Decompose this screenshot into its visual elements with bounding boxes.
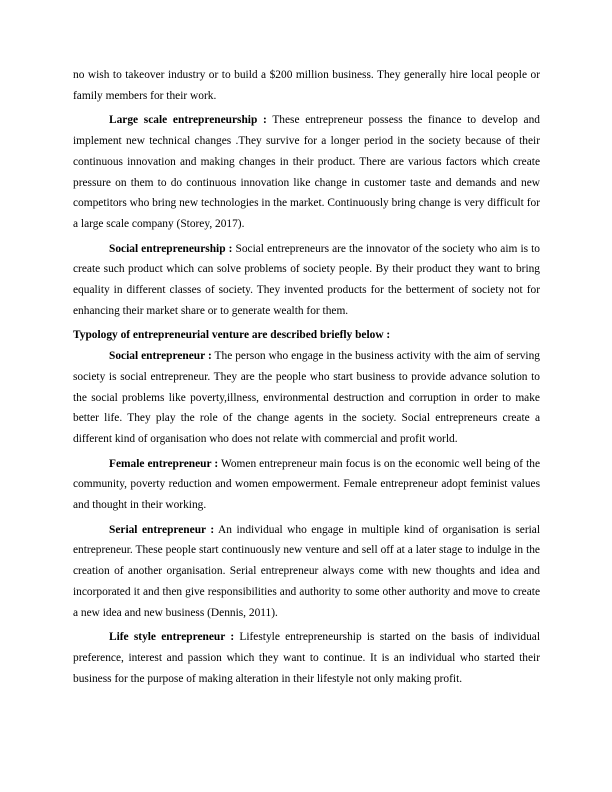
typology-heading: Typology of entrepreneurial venture are described briefly below : <box>73 329 391 342</box>
document-page <box>73 65 540 693</box>
serial-entrepreneur-text: An individual who engage in multiple kind of organisation is serial entrepreneur. These people start continuously new venture and sell off at a later stage to indulge in the creation of another organisation. Serial entrepreneur always come with new thoughts and idea and incorporated it and then give responsibilities and authority to some other authority and move to create a new idea and new business (Dennis, 2011). <box>73 523 541 619</box>
female-entrepreneur-paragraph <box>73 454 540 516</box>
social-entrepreneurship-term: Social entrepreneurship : <box>109 242 233 255</box>
large-scale-paragraph <box>73 110 540 234</box>
female-entrepreneur-text: Women entrepreneur main focus is on the economic well being of the community, poverty reduction and women empowerment. Female entrepreneur adopt feminist values and thought in their working. <box>73 457 540 512</box>
social-entrepreneur-term: Social entrepreneur : <box>109 350 212 363</box>
lifestyle-entrepreneur-paragraph <box>73 627 540 689</box>
large-scale-term: Large scale entrepreneurship : <box>109 114 267 127</box>
intro-paragraph: no wish to takeover industry or to build a $200 million business. They generally hire local people or family members for their work. <box>73 69 540 102</box>
lifestyle-entrepreneur-term: Life style entrepreneur : <box>109 631 235 644</box>
social-entrepreneur-text: The person who engage in the business activity with the aim of serving society is social entrepreneur. They are the people who start business to provide advance solution to the social problems like poverty,illness, environmental destruction and corruption in order to make better life. They play the role of the change agents in the society. Social entrepreneurs create a different kind of organisation who does not relate with commercial and profit world. <box>73 350 540 445</box>
social-entrepreneurship-paragraph <box>73 239 540 322</box>
social-entrepreneur-paragraph <box>73 346 540 450</box>
serial-entrepreneur-paragraph <box>73 520 540 624</box>
large-scale-text: These entrepreneur possess the finance to develop and implement new technical changes .They survive for a longer period in the society because of their continuous innovation and making changes in their product. There are various factors which create pressure on them to do continuous innovation like change in customer taste and demands and new competitors who bring new technologies in the market. Continuously bring change is very difficult for a large scale company (Storey, 2017). <box>73 114 541 230</box>
female-entrepreneur-term: Female entrepreneur : <box>109 457 219 470</box>
serial-entrepreneur-term: Serial entrepreneur : <box>109 523 215 536</box>
social-entrepreneurship-text: Social entrepreneurs are the innovator of the society who aim is to create such product which can solve problems of society people. By their product they want to bring equality in different classes of society. They invented products for the betterment of society not for enhancing their market share or to generate wealth for them. <box>73 242 540 317</box>
lifestyle-entrepreneur-text: Lifestyle entrepreneurship is started on the basis of individual preference, interest and passion which they want to continue. It is an individual who started their business for the purpose of making alteration in their lifestyle not only making profit. <box>73 631 540 685</box>
